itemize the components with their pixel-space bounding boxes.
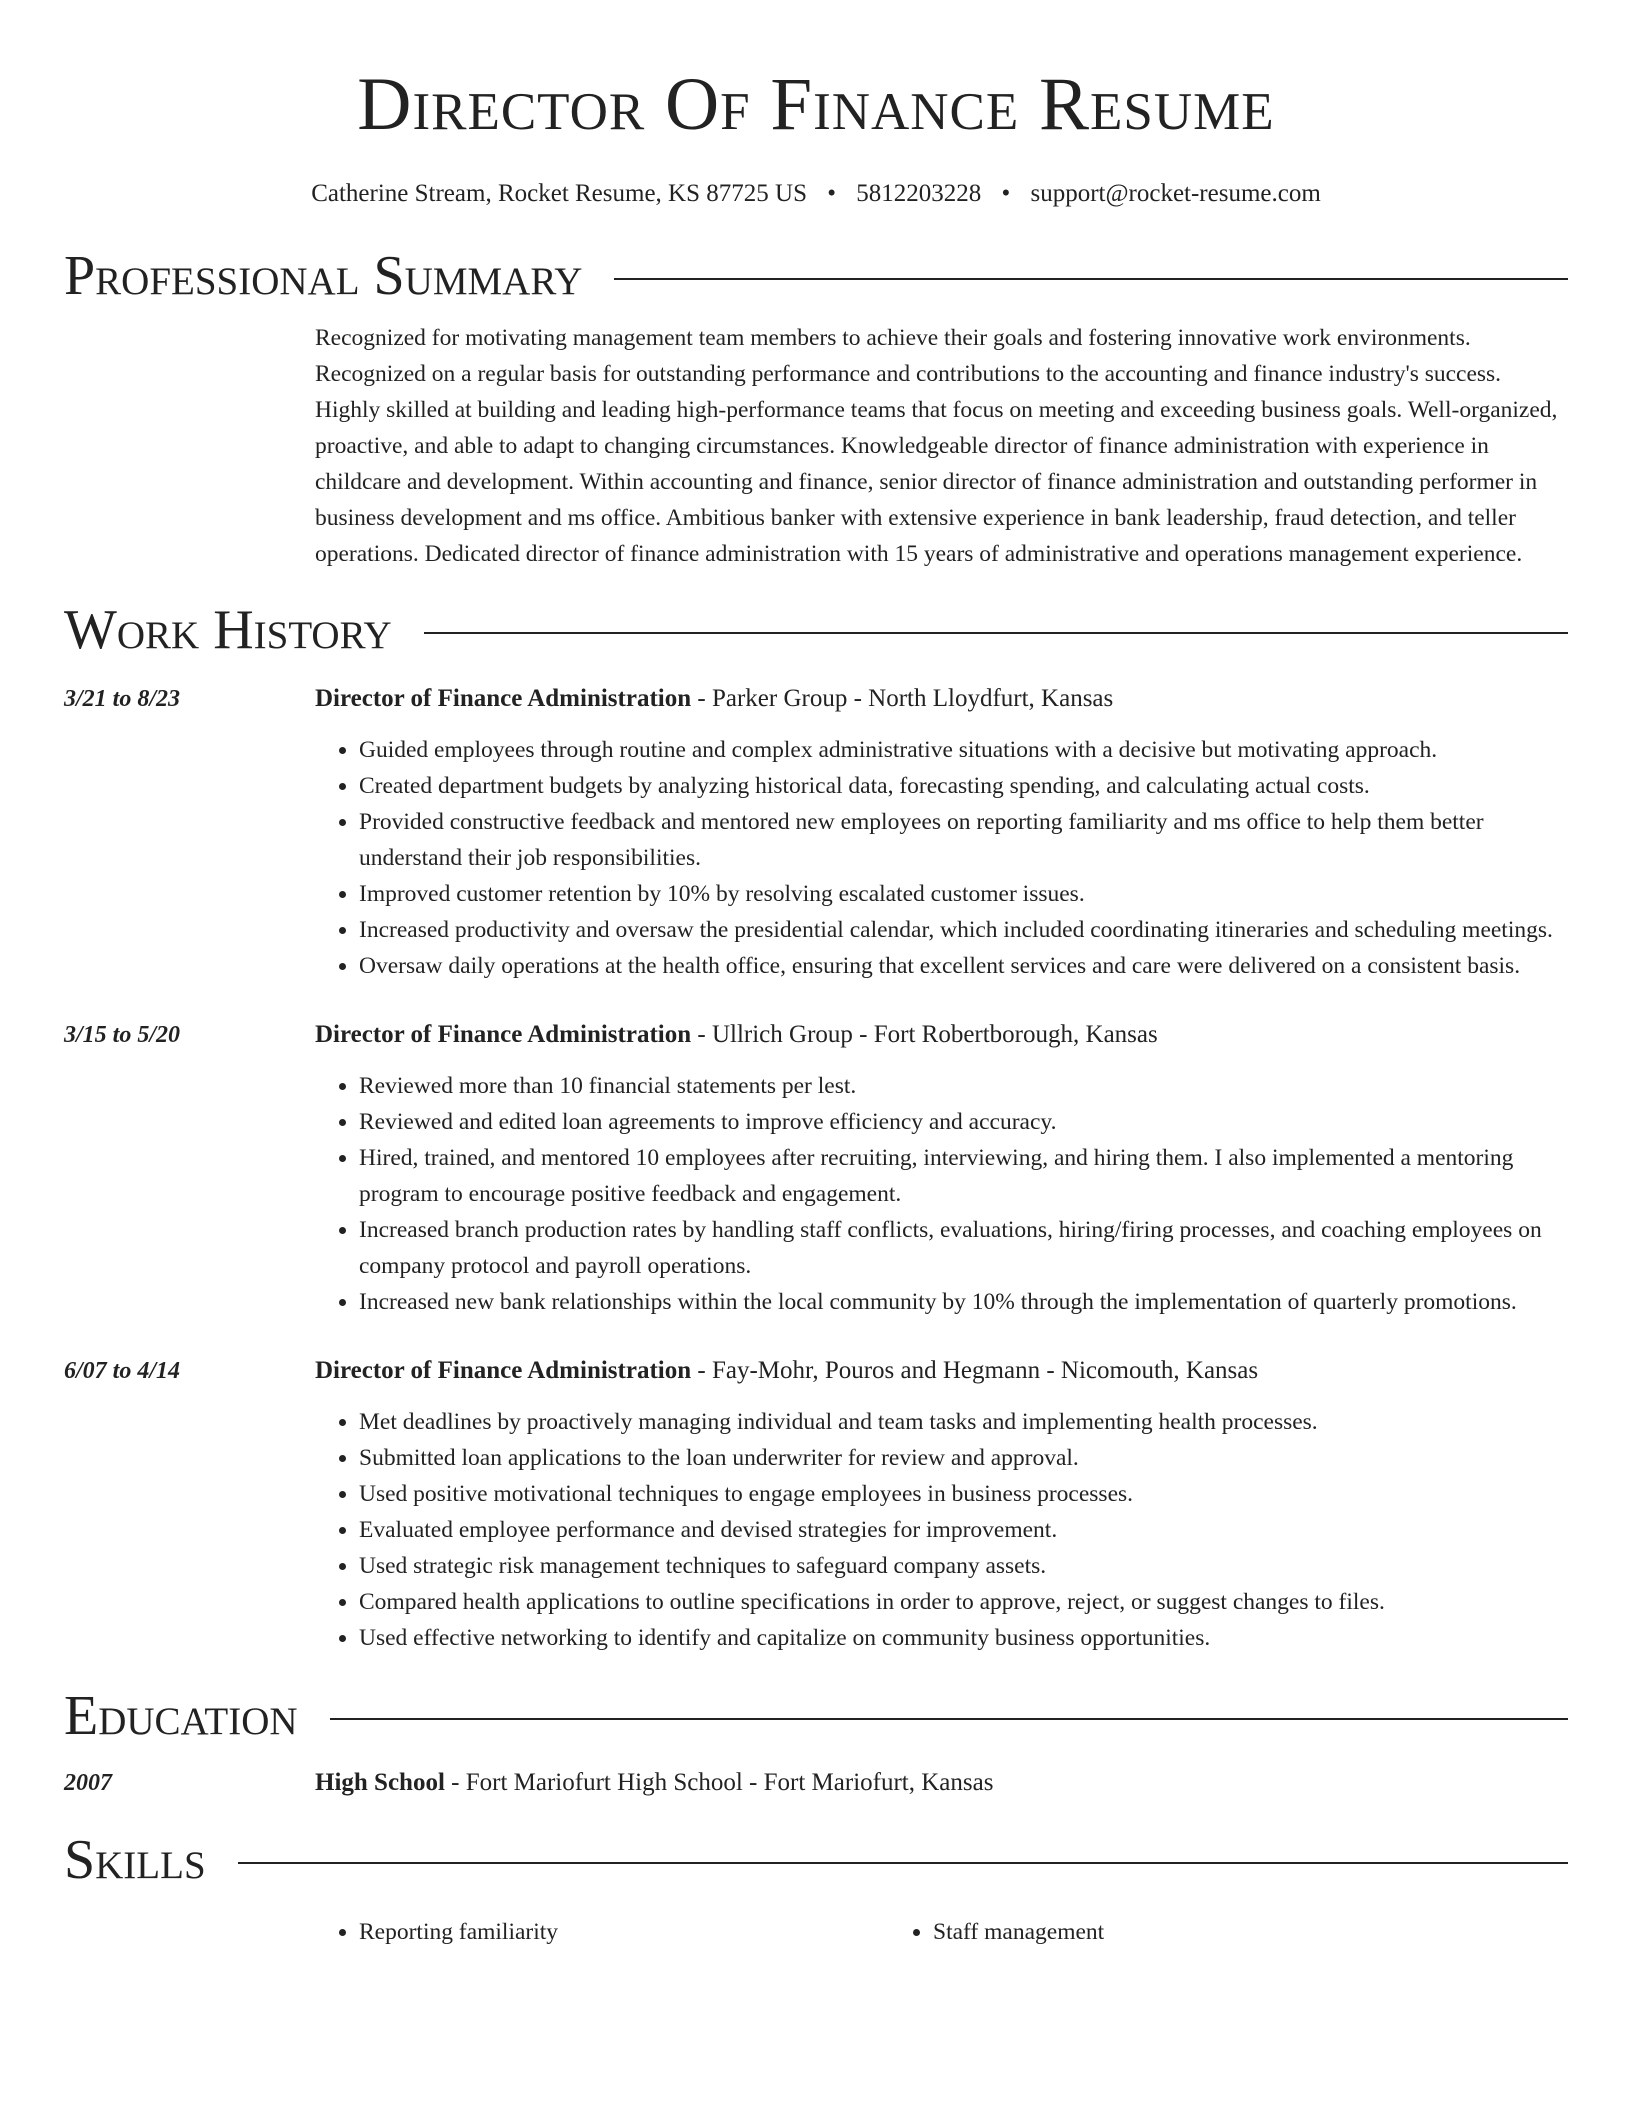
list-item: • Improved customer retention by 10% by resolving escalated customer issues.: [359, 876, 1568, 912]
job-dates: 3/21 to 8/23: [64, 686, 181, 712]
job-entry: [64, 682, 1568, 984]
skills-section-header: [64, 1828, 1568, 1892]
job-bullets: [315, 1404, 1568, 1656]
job-heading: [315, 1018, 1568, 1052]
education-entry: [64, 1766, 1568, 1800]
list-item: • Met deadlines by proactively managing individual and team tasks and implementing health processes.: [359, 1404, 1568, 1440]
job-header: [64, 1354, 1568, 1656]
section-heading: Education: [64, 1685, 298, 1747]
section-rule: [238, 1862, 1568, 1864]
contact-line: [64, 178, 1568, 210]
job-entry: [64, 1354, 1568, 1656]
job-bullets: [315, 1068, 1568, 1320]
job-heading: [315, 1354, 1568, 1388]
job-title: Director of Finance Administration: [315, 1021, 692, 1048]
list-item: • Hired, trained, and mentored 10 employees after recruiting, interviewing, and hiring them. I also implemented a mentoring program to encourage positive feedback and engagement.: [359, 1140, 1568, 1212]
list-item: • Increased productivity and oversaw the presidential calendar, which included coordinating itineraries and scheduling meetings.: [359, 912, 1568, 948]
list-item: • Provided constructive feedback and mentored new employees on reporting familiarity and ms office to help them better understand their job responsibilities.: [359, 804, 1568, 876]
job-dates: 3/15 to 5/20: [64, 1022, 181, 1048]
summary-text: Recognized for motivating management team members to achieve their goals and fostering innovative work environments. Recognized on a regular basis for outstanding performance and contributions to the accounting and finance industry's success. Highly skilled at building and leading high-performance teams that focus on meeting and exceeding business goals. Well-organized, proactive, and able to adapt to changing circumstances. Knowledgeable director of finance administration with experience in childcare and development. Within accounting and finance, senior director of finance administration and outstanding performer in business development and ms office. Ambitious banker with extensive experience in bank leadership, fraud detection, and teller operations. Dedicated director of finance administration with 15 years of administrative and operations management experience.: [315, 325, 1558, 567]
list-item: • Created department budgets by analyzing historical data, forecasting spending, and calculating actual costs.: [359, 768, 1568, 804]
contact-phone: 5812203228: [856, 180, 982, 207]
section-rule: [614, 278, 1568, 280]
work-section-header: [64, 598, 1568, 662]
job-details: - Ullrich Group - Fort Robertborough, Kansas: [691, 1021, 1158, 1048]
list-item: • Increased new bank relationships within the local community by 10% through the implementation of quarterly promotions.: [359, 1284, 1568, 1320]
skills-column-right: [889, 1914, 1463, 1950]
section-rule: [424, 632, 1568, 634]
contact-email: support@rocket-resume.com: [1030, 180, 1321, 207]
education-year: 2007: [64, 1770, 112, 1796]
section-heading: Work History: [64, 599, 392, 661]
list-item: • Used strategic risk management techniques to safeguard company assets.: [359, 1548, 1568, 1584]
section-heading: Professional Summary: [64, 245, 583, 307]
list-item: • Increased branch production rates by handling staff conflicts, evaluations, hiring/firing processes, and coaching employees on company protocol and payroll operations.: [359, 1212, 1568, 1284]
job-dates: 6/07 to 4/14: [64, 1358, 181, 1384]
section-heading: Skills: [64, 1829, 206, 1891]
section-rule: [330, 1718, 1568, 1720]
skills-list: [315, 1914, 1568, 1950]
list-item: • Compared health applications to outline specifications in order to approve, reject, or suggest changes to files.: [359, 1584, 1568, 1620]
education-heading: [315, 1766, 1568, 1800]
job-heading: [315, 682, 1568, 716]
summary-section-header: [64, 244, 1568, 308]
skills-column-left: [315, 1914, 889, 1950]
list-item: • Oversaw daily operations at the health office, ensuring that excellent services and care were delivered on a consistent basis.: [359, 948, 1568, 984]
list-item: • Used effective networking to identify and capitalize on community business opportunities.: [359, 1620, 1568, 1656]
list-item: • Submitted loan applications to the loan underwriter for review and approval.: [359, 1440, 1568, 1476]
job-entry: [64, 1018, 1568, 1320]
job-title: Director of Finance Administration: [315, 1357, 692, 1384]
education-degree: High School: [315, 1769, 445, 1796]
list-item: • Used positive motivational techniques to engage employees in business processes.: [359, 1476, 1568, 1512]
contact-separator: •: [1001, 180, 1011, 207]
job-details: - Fay-Mohr, Pouros and Hegmann - Nicomouth, Kansas: [691, 1357, 1259, 1384]
skill-item: • Staff management: [933, 1914, 1463, 1950]
job-title: Director of Finance Administration: [315, 685, 692, 712]
education-section-header: [64, 1684, 1568, 1748]
list-item: • Guided employees through routine and complex administrative situations with a decisive but motivating approach.: [359, 732, 1568, 768]
education-details: - Fort Mariofurt High School - Fort Mariofurt, Kansas: [444, 1769, 994, 1796]
job-header: [64, 682, 1568, 984]
job-bullets: [315, 732, 1568, 984]
list-item: • Reviewed more than 10 financial statements per lest.: [359, 1068, 1568, 1104]
contact-address: Catherine Stream, Rocket Resume, KS 87725 US: [311, 180, 807, 207]
contact-separator: •: [827, 180, 836, 207]
list-item: • Reviewed and edited loan agreements to improve efficiency and accuracy.: [359, 1104, 1568, 1140]
job-header: [64, 1018, 1568, 1320]
list-item: • Evaluated employee performance and devised strategies for improvement.: [359, 1512, 1568, 1548]
skill-item: • Reporting familiarity: [359, 1914, 889, 1950]
job-details: - Parker Group - North Lloydfurt, Kansas: [691, 685, 1114, 712]
resume-title: Director Of Finance Resume: [357, 63, 1275, 146]
